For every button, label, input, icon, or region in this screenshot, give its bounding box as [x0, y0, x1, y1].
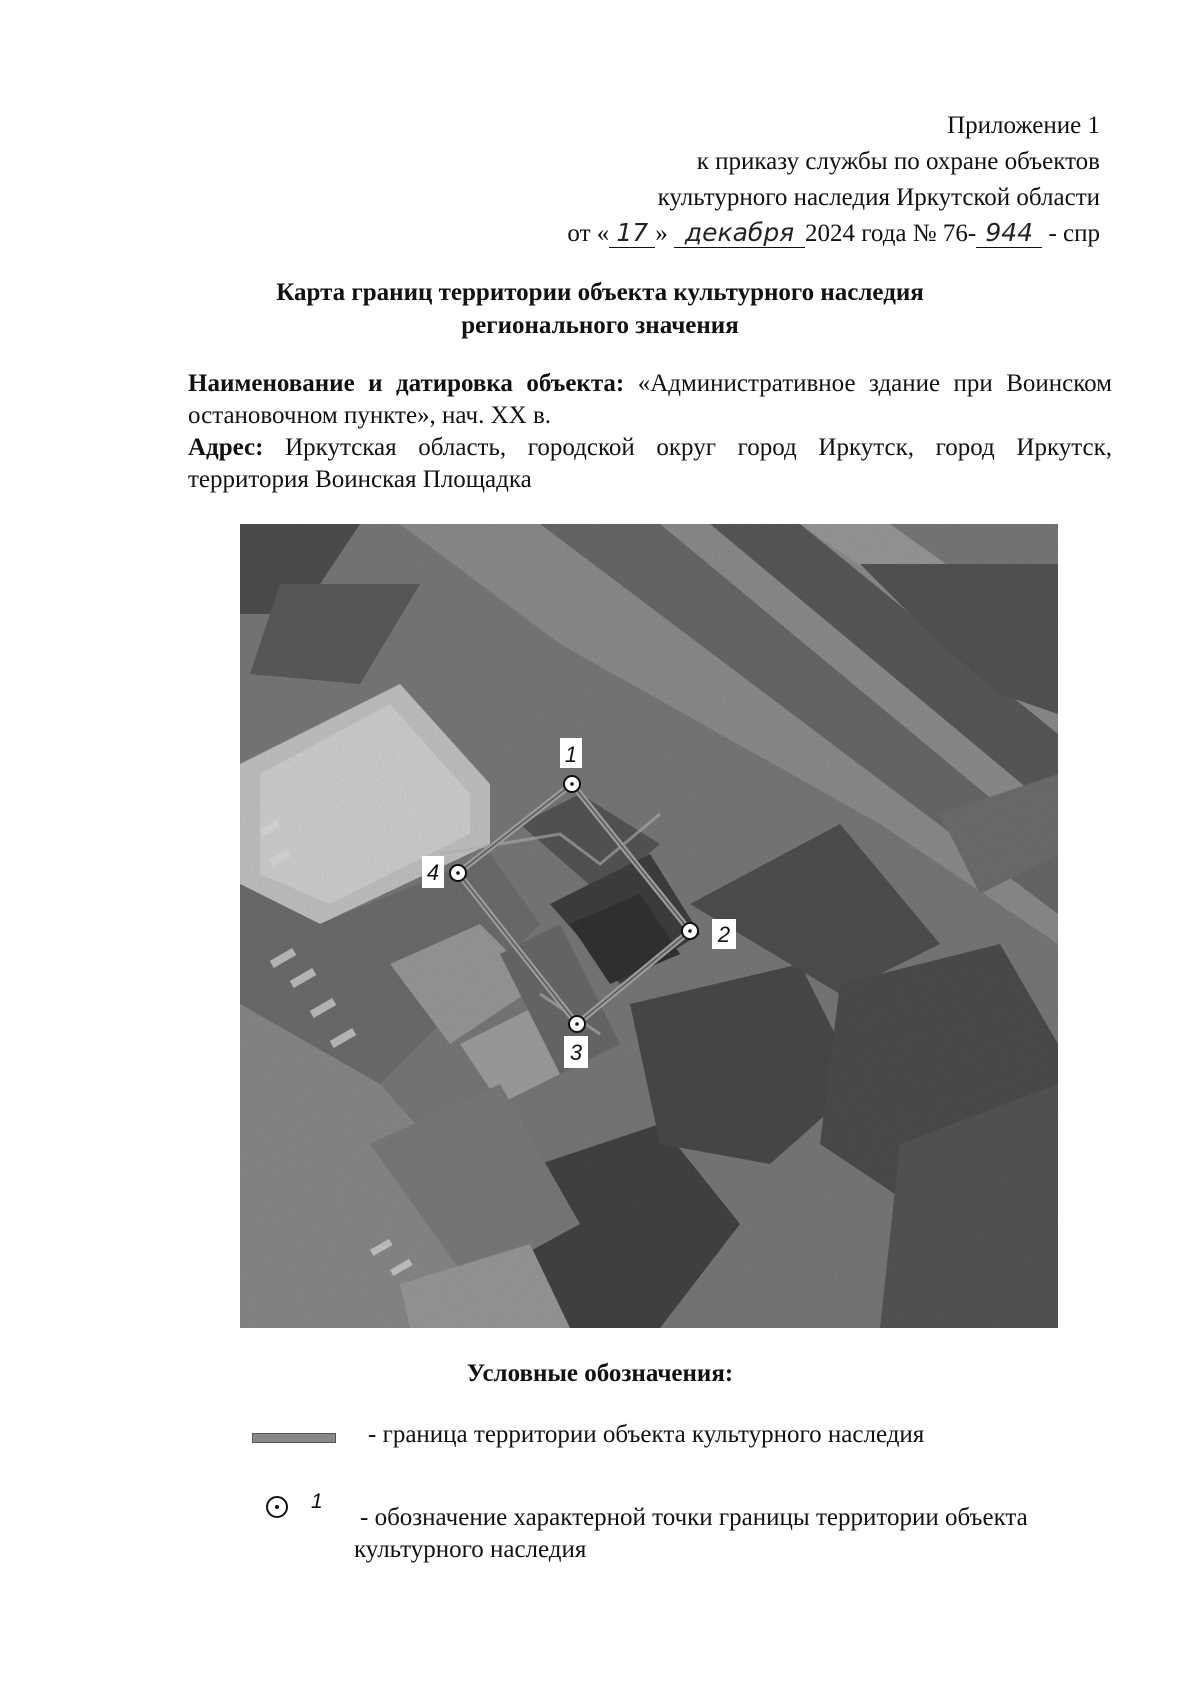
legend-point-text [354, 1502, 1110, 1566]
legend-point-icon [265, 1495, 289, 1519]
title-line-2: регионального значения [461, 312, 739, 339]
legend-boundary-swatch [252, 1433, 336, 1443]
object-address-value: Иркутская область, городской округ город Иркутск, город Иркутск, территория Воинская Площадка [188, 434, 1112, 493]
document-title [0, 276, 1200, 342]
date-quote-close: » [655, 220, 668, 247]
handwritten-order-number: 944 [976, 219, 1042, 248]
appendix-header [567, 108, 1100, 252]
handwritten-month: декабря [674, 219, 805, 248]
point-marker-1 [564, 776, 580, 792]
legend-boundary-text: - граница территории объекта культурного наследия [368, 1421, 925, 1448]
point-marker-4 [450, 865, 466, 881]
legend-point-text-line-1: - обозначение характерной точки границы территории объекта [360, 1504, 1028, 1531]
object-address-label: Адрес: [188, 434, 264, 461]
appendix-line-3: культурного наследия Иркутской области [657, 184, 1100, 211]
point-label-4: 4 [426, 860, 440, 885]
legend-point-text-line-2: культурного наследия [354, 1536, 587, 1563]
order-date-line [567, 216, 1100, 252]
aerial-photo-layer [240, 524, 1058, 1328]
point-label-3: 3 [569, 1040, 583, 1065]
title-line-1: Карта границ территории объекта культурного наследия [276, 279, 924, 306]
legend-point-label: 1 [311, 1490, 323, 1513]
appendix-line-2: к приказу службы по охране объектов [696, 148, 1100, 175]
aerial-map-image [240, 524, 1058, 1328]
appendix-title: Приложение 1 [947, 112, 1100, 139]
point-label-1: 1 [564, 742, 578, 767]
object-info [188, 368, 1112, 496]
legend-title: Условные обозначения: [466, 1360, 734, 1387]
point-marker-2 [682, 923, 698, 939]
date-prefix: от « [567, 220, 610, 247]
object-name-paragraph [188, 368, 1112, 432]
object-name-label: Наименование и датировка объекта: [188, 370, 625, 397]
point-label-3-group [564, 1036, 588, 1068]
aerial-map [240, 524, 1058, 1328]
order-suffix: - спр [1042, 220, 1100, 247]
date-year-text: 2024 года № 76- [805, 220, 977, 247]
point-marker-3 [569, 1016, 585, 1032]
point-label-4-group [422, 856, 444, 888]
point-label-2: 2 [717, 922, 731, 947]
object-address-paragraph [188, 432, 1112, 496]
point-label-2-group [712, 919, 736, 949]
point-label-1-group [560, 738, 582, 768]
object-name-value: «Административное здание при Воинском остановочном пункте», нач. XX в. [188, 370, 1112, 429]
handwritten-day: 17 [609, 219, 655, 248]
